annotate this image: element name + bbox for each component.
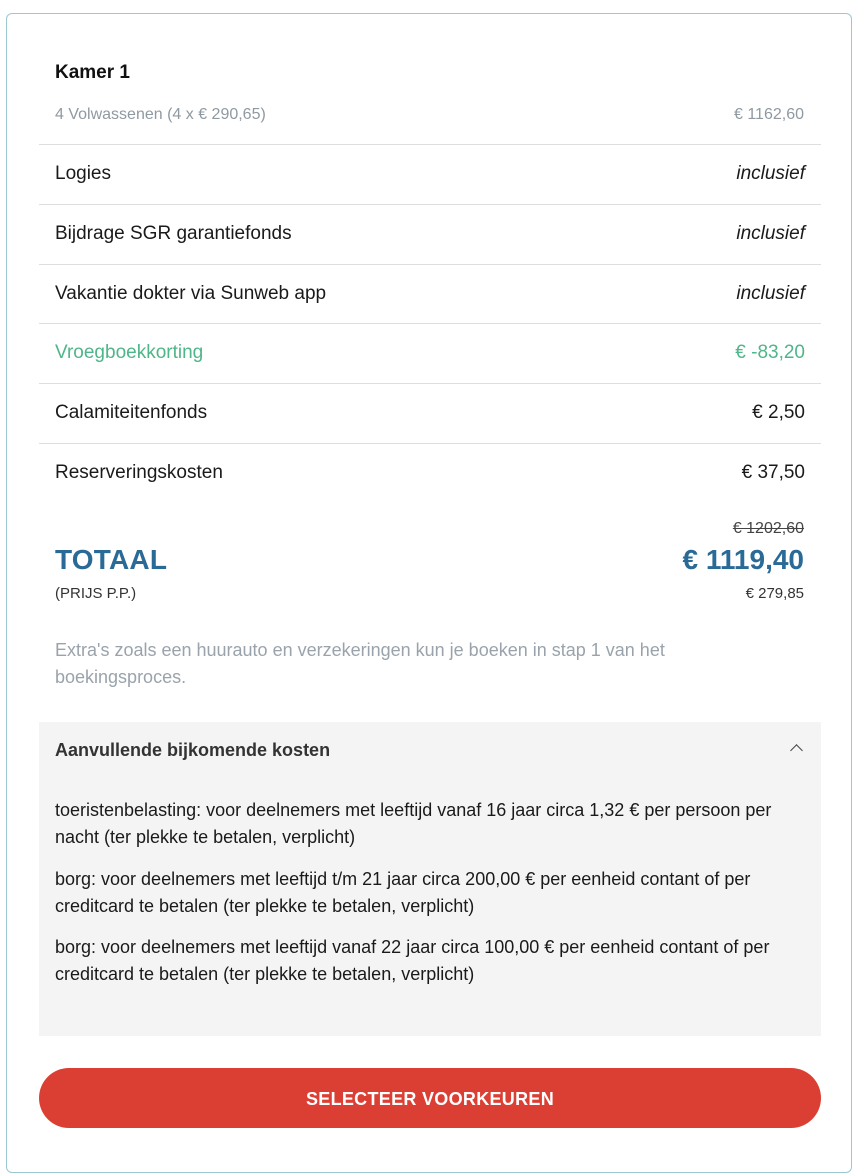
chevron-up-icon[interactable] xyxy=(790,744,803,757)
line-item-value: inclusief xyxy=(736,163,805,184)
cost-item: borg: voor deelnemers met leeftijd vanaf 22 jaar circa 100,00 € per eenheid contant of per creditcard te betalen (ter plekke te betalen, verplicht) xyxy=(55,937,770,984)
old-total-price: € 1202,60 xyxy=(732,520,804,537)
line-item-value: € 2,50 xyxy=(752,402,805,423)
line-item-logies xyxy=(39,144,821,204)
per-person-label: (PRIJS P.P.) xyxy=(55,585,137,602)
select-preferences-button[interactable]: SELECTEER VOORKEUREN xyxy=(39,1068,821,1128)
cost-item: toeristenbelasting: voor deelnemers met leeftijd vanaf 16 jaar circa 1,32 € per persoon per nacht (ter plekke te betalen, verplicht) xyxy=(55,800,772,847)
extras-note: Extra's zoals een huurauto en verzekeringen kun je boeken in stap 1 van het boekingsproces. xyxy=(55,640,665,687)
line-item-calamiteitenfonds xyxy=(39,383,821,443)
room-title: Kamer 1 xyxy=(55,62,130,83)
room-occupancy: 4 Volwassenen (4 x € 290,65) xyxy=(55,106,266,123)
per-person-price: € 279,85 xyxy=(745,585,804,602)
room-occupancy-price: € 1162,60 xyxy=(734,106,804,123)
line-item-label: Logies xyxy=(55,163,111,184)
line-item-label: Vakantie dokter via Sunweb app xyxy=(55,283,327,304)
line-item-value: inclusief xyxy=(736,223,805,244)
line-item-value: € 37,50 xyxy=(741,462,805,483)
additional-costs-toggle[interactable]: Aanvullende bijkomende kosten xyxy=(55,740,331,760)
line-item-discount xyxy=(39,323,821,383)
line-item-sgr xyxy=(39,204,821,264)
cost-item: borg: voor deelnemers met leeftijd t/m 21 jaar circa 200,00 € per eenheid contant of per creditcard te betalen (ter plekke te betalen, verplicht) xyxy=(55,869,751,916)
total-label: TOTAAL xyxy=(55,544,168,575)
line-item-value: € -83,20 xyxy=(735,342,805,363)
line-item-label: Vroegboekkorting xyxy=(55,342,204,363)
additional-costs-panel xyxy=(39,722,821,1036)
total-price: € 1119,40 xyxy=(682,544,804,575)
line-item-reserveringskosten xyxy=(39,443,821,503)
line-item-vakantie-dokter xyxy=(39,264,821,324)
line-item-value: inclusief xyxy=(736,283,805,304)
line-item-label: Bijdrage SGR garantiefonds xyxy=(55,223,292,244)
line-item-label: Reserveringskosten xyxy=(55,462,223,483)
line-item-label: Calamiteitenfonds xyxy=(55,402,208,423)
